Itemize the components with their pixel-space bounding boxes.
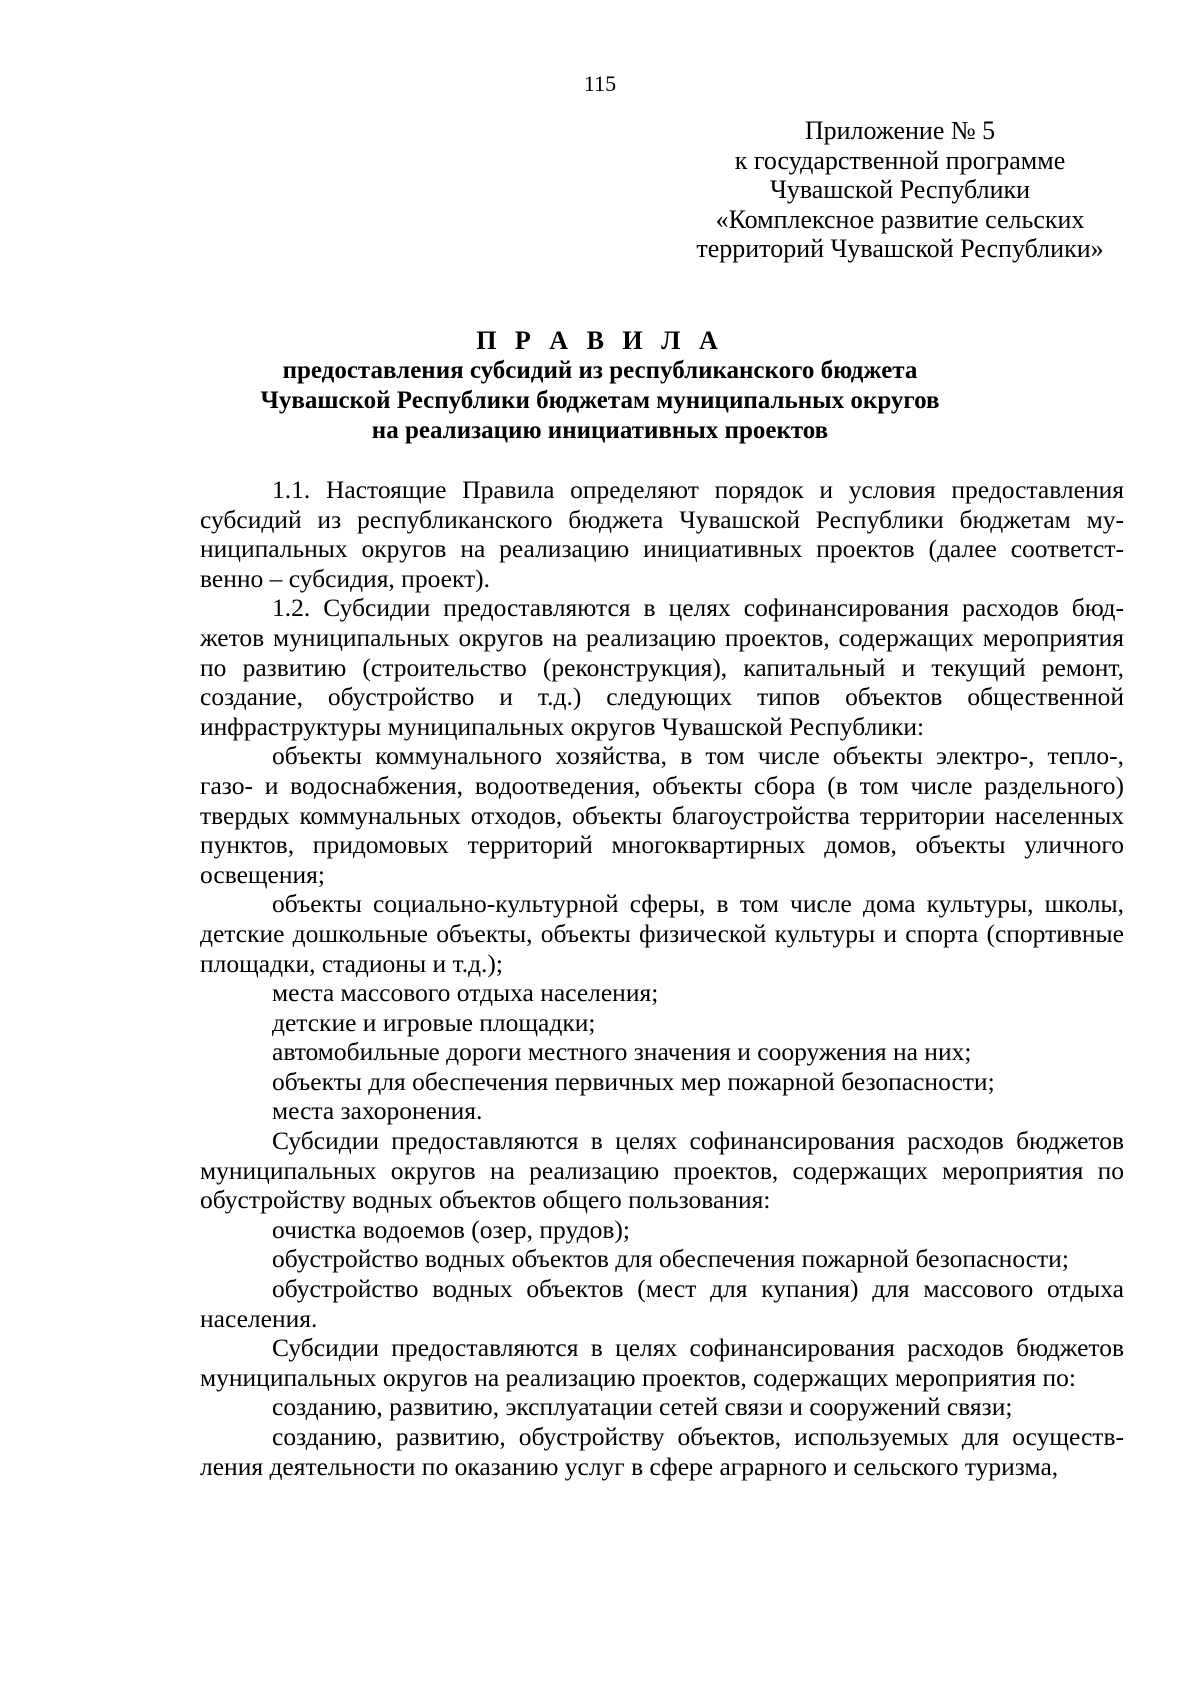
title-main: П Р А В И Л А	[476, 326, 724, 355]
paragraph: обустройство водных объектов для обеспечения пожарной безопасности;	[272, 1244, 1069, 1274]
appendix-line: к государственной программе	[734, 145, 1066, 175]
paragraph: 1.2. Субсидии предоставляются в целях софинансирования расходов бюджетов муниципальных округов на реализацию проектов, содержащих мероприятия по развитию (строительство (реконструкция), капитальный и текущий ремонт, создание, обустройство и т.д.) следующих типов объектов общественной инфраструктуры муниципальных округов Чувашской Республики:	[200, 593, 1124, 741]
page-number: 115	[583, 71, 617, 96]
title-line: Чувашской Республики бюджетам муниципальных округов	[260, 387, 940, 414]
paragraph: объекты для обеспечения первичных мер пожарной безопасности;	[272, 1066, 995, 1096]
paragraph: 1.1. Настоящие Правила определяют порядок и условия предоставления субсидий из республиканского бюджета Чувашской Республики бюджетам муниципальных округов на реализацию инициативных проектов (далее соответственно – субсидия, проект).	[200, 475, 1124, 593]
title-line: предоставления субсидий из республиканского бюджета	[282, 357, 918, 384]
paragraph: созданию, развитию, обустройству объектов, используемых для осуществления деятельности по оказанию услуг в сфере аграрного и сельского туризма,	[200, 1422, 1124, 1481]
document-title	[0, 326, 1200, 446]
paragraph: созданию, развитию, эксплуатации сетей связи и сооружений связи;	[272, 1392, 1013, 1422]
paragraph: объекты коммунального хозяйства, в том числе объекты электро-, тепло-, газо- и водоснабжения, водоотведения, объекты сбора (в том числе раздельного) твердых коммунальных отходов, объекты благоустройства территории населенных пунктов, придомовых территорий многоквартирных домов, объекты уличного освещения;	[200, 741, 1124, 889]
appendix-line: «Комплексное развитие сельских	[715, 204, 1085, 234]
appendix-line: территорий Чувашской Республики»	[696, 234, 1104, 263]
paragraph: автомобильные дороги местного значения и сооружения на них;	[272, 1037, 972, 1067]
paragraph: Субсидии предоставляются в целях софинансирования расходов бюджетов муниципальных округов на реализацию проектов, содержащих мероприятия по:	[200, 1333, 1124, 1392]
paragraph: обустройство водных объектов (мест для купания) для массового отдыха населения.	[200, 1274, 1124, 1333]
paragraph: места массового отдыха населения;	[272, 978, 659, 1008]
paragraph: объекты социально-культурной сферы, в том числе дома культуры, школы, детские дошкольные объекты, объекты физической культуры и спорта (спортивные площадки, стадионы и т.д.);	[200, 889, 1124, 978]
title-line: на реализацию инициативных проектов	[371, 417, 829, 444]
document-body	[200, 475, 1124, 1481]
appendix-line: Приложение № 5	[804, 116, 996, 145]
paragraph: места захоронения.	[272, 1096, 483, 1126]
appendix-line: Чувашской Республики	[769, 175, 1031, 204]
paragraph: детские и игровые площадки;	[272, 1007, 596, 1037]
appendix-header	[650, 116, 1150, 264]
paragraph: очистка водоемов (озер, прудов);	[272, 1214, 630, 1244]
paragraph: Субсидии предоставляются в целях софинансирования расходов бюджетов муниципальных округов на реализацию проектов, содержащих мероприятия по обустройству водных объектов общего пользования:	[200, 1126, 1124, 1215]
